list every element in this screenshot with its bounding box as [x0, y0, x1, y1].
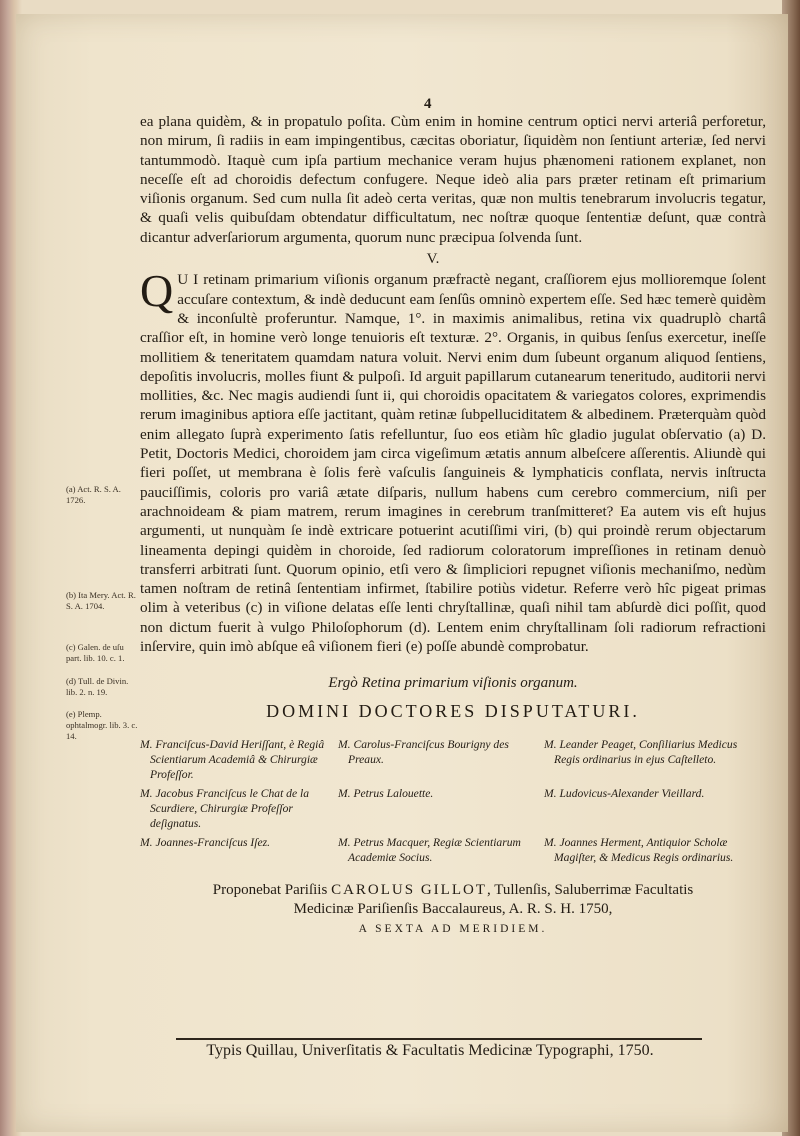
- proposal-block: [140, 881, 766, 919]
- margin-note: (e) Plemp. ophtalmogr. lib. 3. c. 14.: [66, 709, 138, 741]
- doctor-entry: M. Petrus Lalouette.: [338, 786, 434, 800]
- candidate-name: CAROLUS GILLOT: [331, 881, 487, 898]
- margin-note: (c) Galen. de uſu part. lib. 10. c. 1.: [66, 642, 125, 663]
- intro-paragraph: ea plana quidèm, & in propatulo poſita. Cùm enim in homine centrum optici nervi arteriâ perforetur, non mirum, ſi radiis in eam impingentibus, cæcitas oboriatur, ſiquidèm non ſentiunt arteriæ, ſed nervi tantummodò. Itaquè cum ipſa partium mechanice veram hujus phænomeni rationem explanet, non neceſſe eſt ad choroidis defectum confugere. Neque ideò alia pars præter retinam eſt primarium viſionis organum. Sed cum nulla ſit adeò certa veritas, quæ non multis tenebrarum involucris tegatur, & quaſi velis quibuſdam obtendatur difficultatum, nec noſtræ quoque ſententiæ deſunt, quæ contrà dicantur adverſariorum argumenta, quorum nunc præcipua ſolvenda ſunt.: [140, 113, 766, 246]
- doctor-entry: M. Joannes Herment, Antiquior Scholæ Magiſter, & Medicus Regis ordinarius.: [544, 835, 734, 864]
- doctor-entry: M. Leander Peaget, Conſiliarius Medicus Regis ordinarius in ejus Caſtelleto.: [544, 737, 738, 766]
- section-paragraph-text: U I retinam primarium viſionis organum præfractè negant, craſſiorem ejus mollioremque ſolent accuſare contextum, & indè deducunt eam ſenſûs omninò expertem eſſe. Sed hæc temerè quidèm & inconſultè proferuntur. Namque, 1°. in maximis animalibus, retina vix quadruplò chartâ craſſior eſt, in homine verò longe tenuioris eſt texturæ. 2°. Organis, in quibus ſenſus exercetur, ineſſe mollitiem & teneritatem quamdam natura voluit. Nervi enim dum ſubeunt organum aliquod ſentiens, depoſitis involucris, molles fiunt & pulpoſi. Id arguit papillarum cutanearum teneritudo, auditorii nervi mollities, &c. Nec magis audiendi ſunt ii, qui choroidis opacitatem & variegatos colores, exprimendis rerum imaginibus aptiora eſſe jactitant, quàm retinæ ſubpelluciditatem & albedinem. Præterquàm quòd enim allegato ſuprà experimento ſatis refelluntur, ſuo eos etiàm hîc gladio jugulat obſervatio (a) D. Petit, Doctoris Medici, choroidem jam circa vigeſimum ætatis annum albeſcere aſſerentis. Aliundè qui fieri poſſet, ut membrana è ſolis ferè vaſculis ſanguineis & lymphaticis conflata, nervis inſtructa pauciſſimis, coloris pro variâ ætate diſparis, nullum habens cum cerebro commercium, niſi per arachnoideam & piam matrem, rerum imagines in cerebrum tranſmitteret? Ea autem vis eſt hujus argumenti, ut nunquàm ſe indè extricare potuerint acutiſſimi viri, (b) qui proindè rerum objectarum lineamenta depingi quidèm in choroide, ſed radiorum coloratorum impreſſiones in retinam denuò transferri arbitrati ſunt. Quorum opinio, etſi vero & ſimpliciori repugnet viſionis mechaniſmo, nedùm tamen noſtram de retinâ ſententiam infirmet, ſtabilire potiùs videtur. Referre verò hîc pigeat primas olim à veteribus (c) in viſione delatas eſſe lenti chryſtallinæ, quaſi nihil tam abſurdè dici poſſit, quod non dictum fuerit à vulgo Philoſophorum (d). Lentem enim chryſtallinam ſoli radiorum refractioni inſervire, quin imò abſque eâ viſionem fieri (e) poſſe abundè comprobatur.: [140, 271, 766, 656]
- imprint-rule: [176, 1038, 702, 1040]
- proposal-line-1-start: Proponebat Pariſiis: [212, 881, 328, 898]
- doctors-title: DOMINI DOCTORES DISPUTATURI.: [266, 700, 640, 721]
- conclusion-line: Ergò Retina primarium viſionis organum.: [328, 675, 578, 692]
- margin-note: (a) Act. R. S. A. 1726.: [66, 484, 121, 505]
- doctor-entry: M. Carolus-Franciſcus Bourigny des Preaux.: [338, 737, 509, 766]
- doctor-entry: M. Joannes-Franciſcus Iſez.: [140, 835, 271, 849]
- margin-note: (b) Ita Mery. Act. R. S. A. 1704.: [66, 590, 136, 611]
- doctor-entry: M. Franciſcus-David Heriſſant, è Regiâ Scientiarum Academiâ & Chirurgiæ Profeſſor.: [140, 737, 325, 781]
- page-number: 4: [424, 96, 432, 112]
- proposal-line-1: [140, 881, 766, 900]
- section-paragraph: [140, 265, 766, 656]
- printer-imprint: Typis Quillau, Univerſitatis & Facultatis Medicinæ Typographi, 1750.: [206, 1042, 654, 1059]
- doctor-entry: M. Jacobus Franciſcus le Chat de la Scurdiere, Chirurgiæ Profeſſor deſignatus.: [140, 786, 310, 830]
- doctor-entry: M. Petrus Macquer, Regiæ Scientiarum Academiæ Socius.: [338, 835, 521, 864]
- doctors-list: [140, 737, 766, 865]
- doctor-entry: M. Ludovicus-Alexander Vieillard.: [544, 786, 705, 800]
- section-heading: V.: [426, 251, 440, 268]
- proposal-line-1-end: , Tullenſis, Saluberrimæ Facultatis: [486, 881, 694, 898]
- proposal-hour: A SEXTA AD MERIDIEM.: [358, 922, 548, 935]
- proposal-line-2: Medicinæ Pariſienſis Baccalaureus, A. R. S. H. 1750,: [293, 900, 613, 917]
- drop-cap: Q: [140, 265, 174, 317]
- margin-note: (d) Tull. de Divin. lib. 2. n. 19.: [66, 676, 129, 697]
- page-body: [140, 112, 766, 939]
